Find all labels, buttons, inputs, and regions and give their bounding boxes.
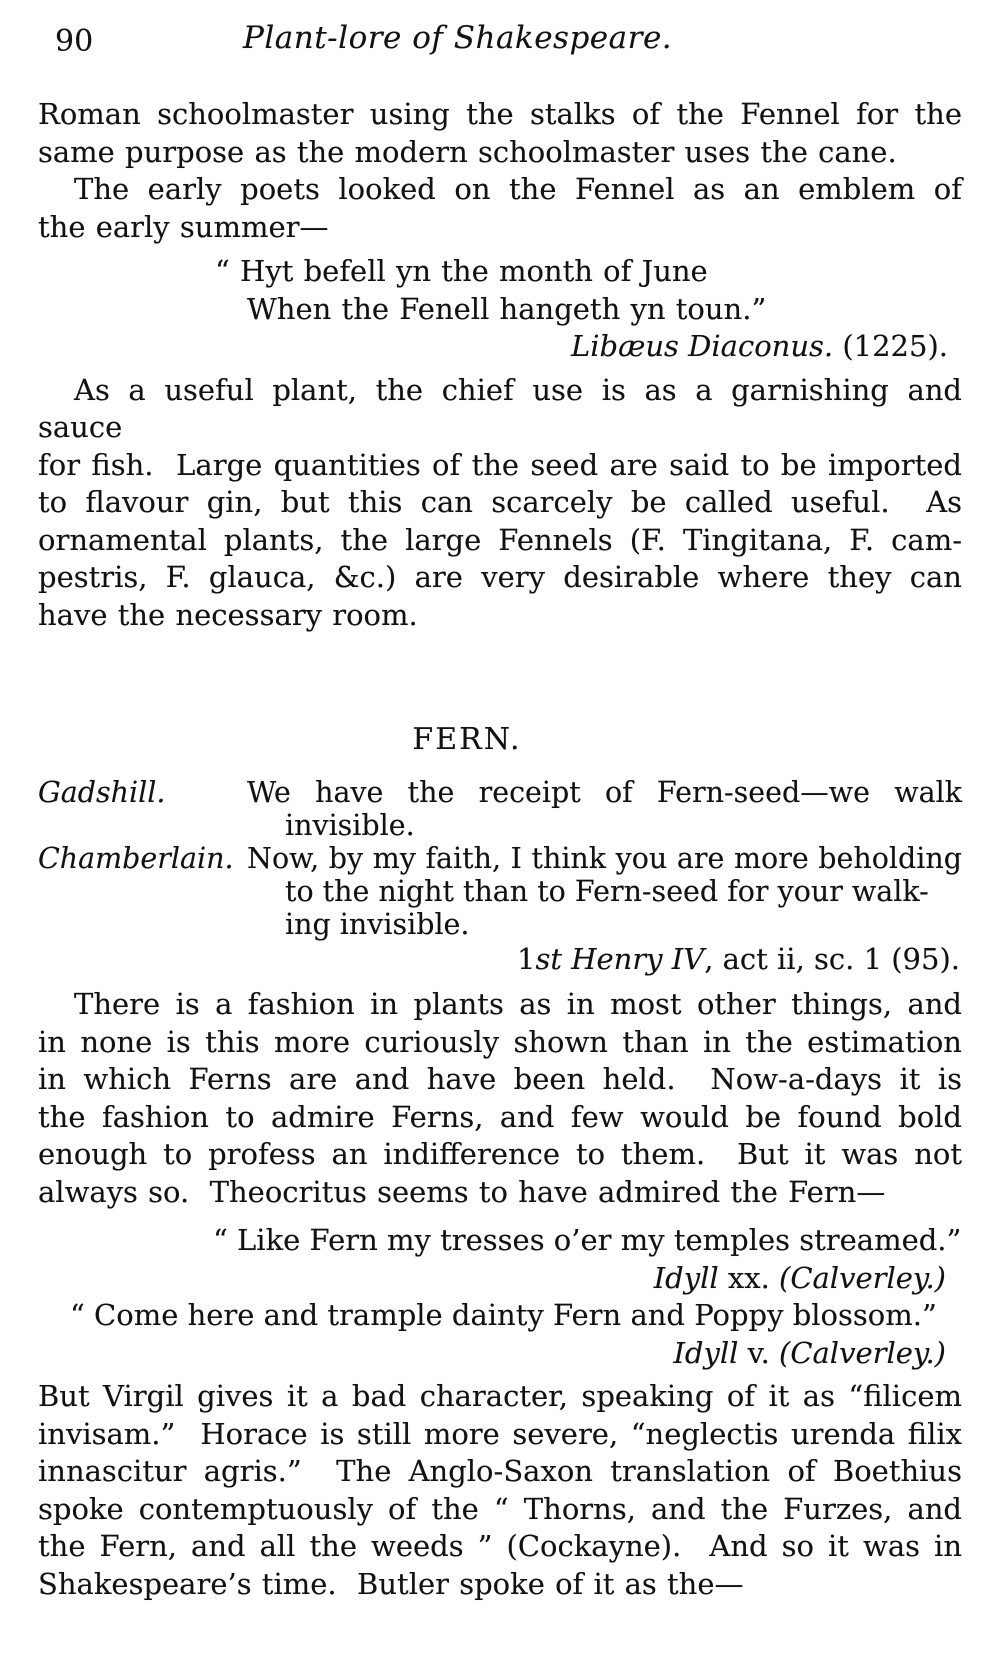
paragraph-virgil [38,1378,962,1603]
attribution-ref: xx. [718,1260,780,1295]
text-line: ornamental plants, the large Fennels (F. Tingitana, F. cam- [38,522,962,557]
page-number: 90 [55,24,94,59]
attribution-translator: (Calverley.) [779,1335,946,1370]
section-heading-fern: FERN. [412,722,522,757]
paragraph-schoolmaster [38,96,962,171]
citation-reference: , act ii, sc. 1 (95). [704,942,960,976]
text-line: for fish. Large quantities of the seed are said to be imported [38,447,962,482]
text-line: the fashion to admire Ferns, and few would be found bold [38,1099,962,1134]
attribution [38,1335,962,1373]
running-title: Plant-lore of Shakespeare. [243,20,673,56]
poem-quote-fennel [38,253,962,366]
attribution [38,1260,962,1298]
paragraph-early-poets [38,171,962,246]
text-line: pestris, F. glauca, &c.) are very desirable where they can [38,560,962,594]
speech [247,776,962,842]
attribution-date: (1225). [833,329,948,363]
verse-quote-idyll-v [38,1297,962,1372]
speaker-name: Chamberlain. [38,842,234,875]
text-line: same purpose as the modern schoolmaster uses the cane. [38,134,897,169]
verse-line: “ Come here and trample dainty Fern and Poppy blossom.” [70,1298,937,1332]
poem-line: When the Fenell hangeth yn toun.” [247,291,767,326]
text-line: Shakespeare’s time. Butler spoke of it as the— [38,1566,744,1601]
speech-line: We have the receipt of Fern-seed—we walk [247,776,962,809]
attribution-work: Idyll [653,1260,719,1295]
text-line: spoke contemptuously of the “ Thorns, and the Furzes, and [38,1491,962,1526]
attribution-ref: v. [738,1335,780,1370]
attribution [38,328,962,366]
text-line: invisam.” Horace is still more severe, “neglectis urenda filix [38,1416,962,1451]
text-line: always so. Theocritus seems to have admired the Fern— [38,1174,886,1209]
citation-work: st Henry IV [535,942,705,976]
speech-line: to the night than to Fern-seed for your walk- [285,875,929,908]
paragraph-useful-plant [38,372,962,635]
dialogue-row [38,776,962,842]
paragraph-fashion [38,986,962,1211]
speaker-name: Gadshill. [38,776,166,809]
text-line: Roman schoolmaster using the stalks of the Fennel for the [38,97,962,131]
verse-line: “ Like Fern my tresses o’er my temples streamed.” [213,1223,962,1257]
citation-henry-iv [38,941,962,978]
text-line: As a useful plant, the chief use is as a garnishing and sauce [38,372,962,444]
verse-quote-idyll-xx [38,1222,962,1297]
text-line: the Fern, and all the weeds ” (Cockayne). And so it was in [38,1529,962,1563]
text-line: have the necessary room. [38,597,418,632]
speech-line: ing invisible. [285,908,470,941]
page-body [38,96,962,1603]
speech-line: invisible. [285,809,415,842]
attribution-source: Libæus Diaconus. [571,329,834,363]
poem-line: “ Hyt befell yn the month of June [215,254,708,288]
dialogue-block [38,776,962,941]
speech [247,842,962,941]
text-line: There is a fashion in plants as in most other things, and [74,987,962,1021]
text-line: in which Ferns are and have been held. Now-a-days it is [38,1062,962,1096]
attribution-work: Idyll [673,1335,739,1370]
text-line: The early poets looked on the Fennel as an emblem of [74,172,962,206]
text-line: in none is this more curiously shown than in the estimation [38,1024,962,1059]
text-line: the early summer— [38,209,329,244]
text-line: But Virgil gives it a bad character, speaking of it as “filicem [38,1379,962,1413]
attribution-translator: (Calverley.) [779,1260,946,1295]
text-line: innascitur agris.” The Anglo-Saxon translation of Boethius [38,1454,962,1488]
dialogue-row [38,842,962,941]
citation-numeral: 1 [516,942,536,976]
text-line: enough to profess an indifference to them. But it was not [38,1137,962,1171]
speech-line: Now, by my faith, I think you are more beholding [247,842,962,875]
text-line: to flavour gin, but this can scarcely be called useful. As [38,485,962,519]
